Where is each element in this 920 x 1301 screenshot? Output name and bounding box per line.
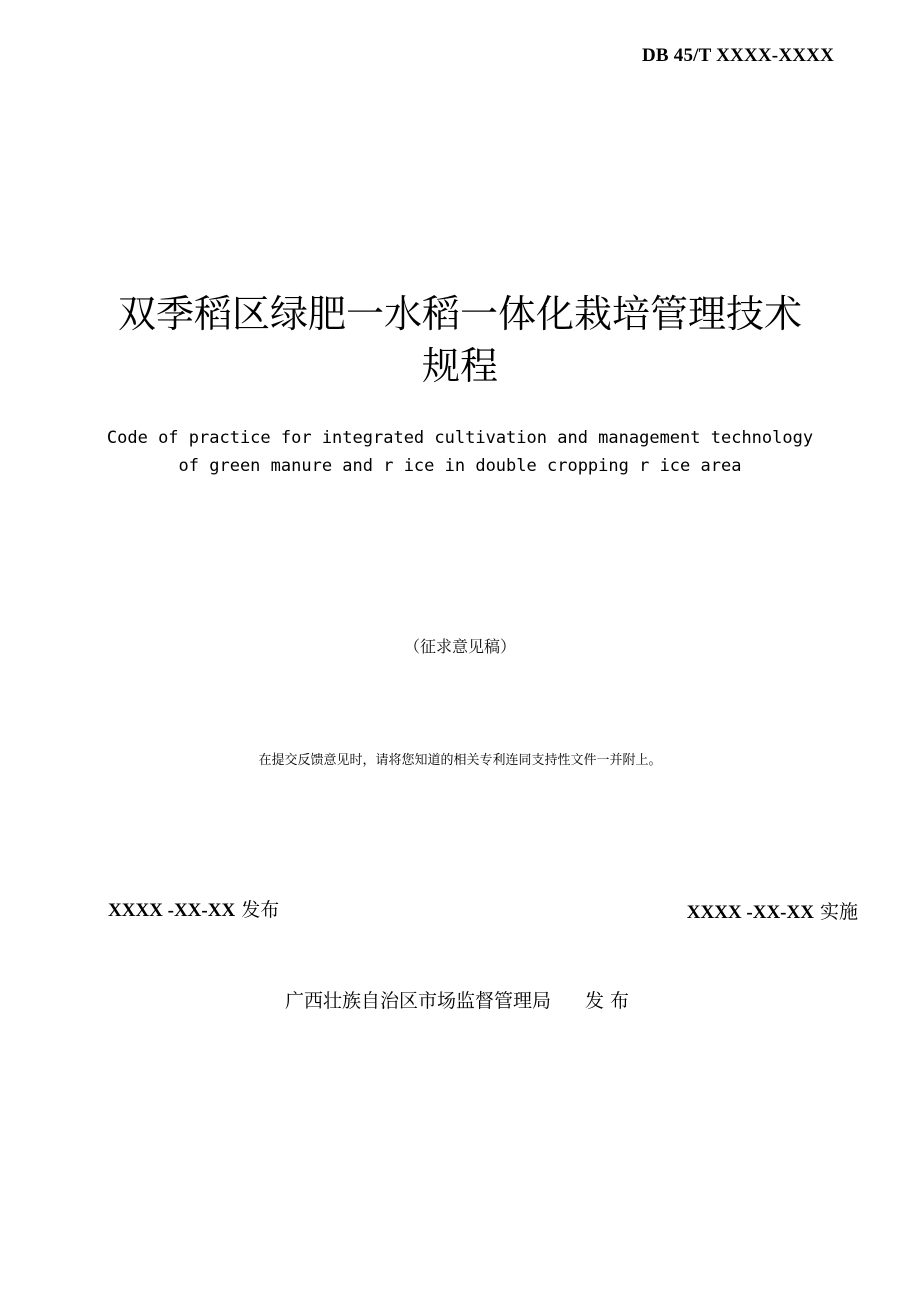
patent-notice: 在提交反馈意见时，请将您知道的相关专利连同支持性文件一并附上。 — [258, 753, 662, 768]
title-chinese-line-2: 规程 — [421, 344, 498, 388]
issue-date-label: 发布 — [235, 899, 280, 921]
document-title-chinese — [60, 288, 860, 392]
issue-date — [108, 895, 279, 922]
document-title-english — [60, 424, 860, 480]
draft-status-note: （征求意见稿） — [403, 637, 516, 656]
title-chinese-line-1: 双季稻区绿肥一水稻一体化栽培管理技术 — [117, 292, 802, 336]
standard-number: DB 45/T XXXX-XXXX — [642, 45, 834, 66]
title-english-line-1: Code of practice for integrated cultivation and management technology — [106, 428, 814, 448]
implementation-date — [687, 897, 858, 924]
publisher — [285, 986, 629, 1013]
title-english-line-2: of green manure and r ice in double cropping r ice area — [178, 456, 742, 476]
publisher-action: 发 布 — [585, 990, 630, 1012]
issue-date-value: XXXX -XX-XX — [108, 900, 236, 921]
implementation-date-value: XXXX -XX-XX — [686, 902, 814, 923]
implementation-date-label: 实施 — [813, 901, 858, 923]
publisher-name: 广西壮族自治区市场监督管理局 — [285, 990, 552, 1012]
